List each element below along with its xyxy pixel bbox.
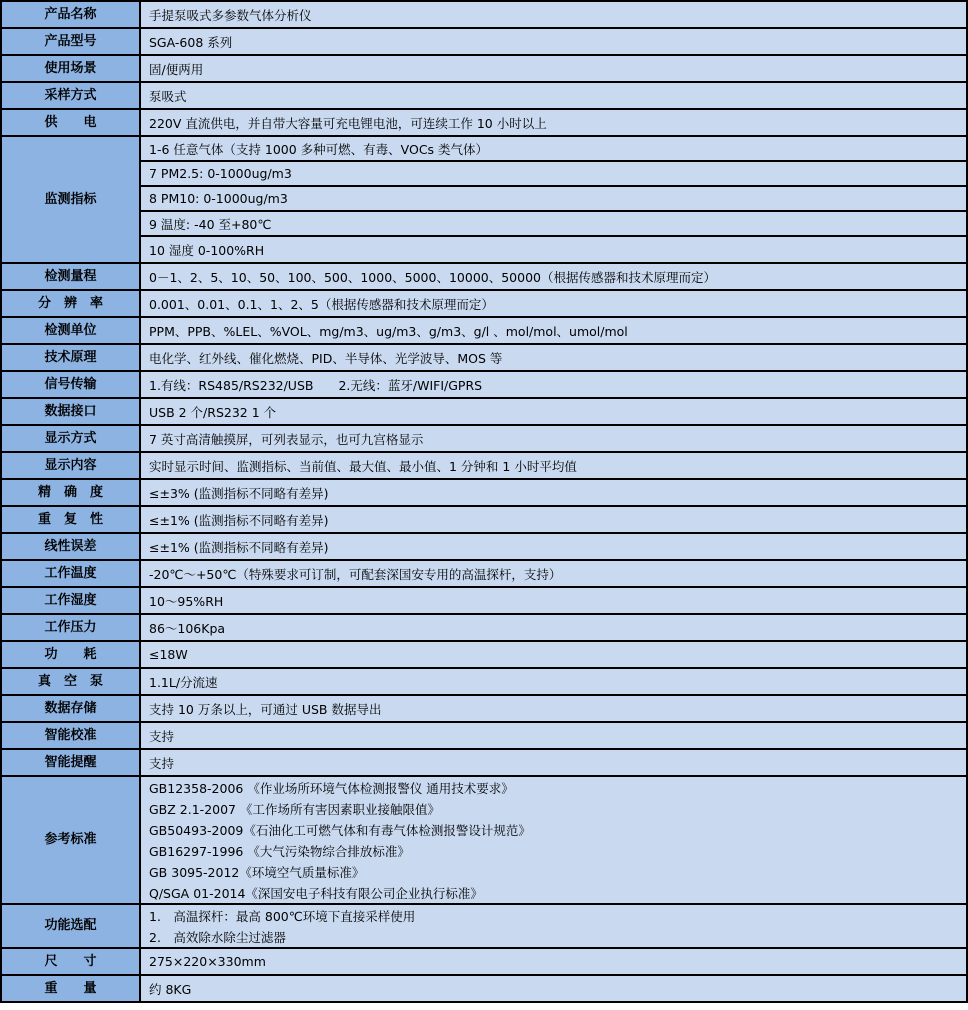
row-label: 智能校准 <box>2 723 141 748</box>
table-row <box>2 83 966 110</box>
row-label: 使用场景 <box>2 56 141 81</box>
table-row <box>2 777 966 905</box>
row-value-line: Q/SGA 01-2014《深国安电子科技有限公司企业执行标准》 <box>149 885 483 901</box>
table-row <box>2 976 966 1001</box>
row-value: 手提泵吸式多参数气体分析仪 <box>149 7 312 23</box>
row-values <box>141 2 966 27</box>
table-row <box>2 507 966 534</box>
row-values <box>141 318 966 343</box>
row-value-line: GB 3095-2012《环境空气质量标准》 <box>149 864 365 880</box>
row-values <box>141 480 966 505</box>
row-value: SGA-608 系列 <box>149 34 233 50</box>
row-label: 监测指标 <box>2 137 141 262</box>
row-values <box>141 976 966 1001</box>
row-label: 智能提醒 <box>2 750 141 775</box>
row-value: 220V 直流供电，并自带大容量可充电锂电池，可连续工作 10 小时以上 <box>149 115 547 131</box>
row-values <box>141 426 966 451</box>
row-values <box>141 534 966 559</box>
row-value: 电化学、红外线、催化燃烧、PID、半导体、光学波导、MOS 等 <box>149 350 503 366</box>
row-values <box>141 453 966 478</box>
row-values <box>141 696 966 721</box>
row-values <box>141 83 966 108</box>
row-label: 重 量 <box>2 976 141 1001</box>
row-label: 检测量程 <box>2 264 141 289</box>
table-row <box>2 137 966 264</box>
table-row <box>2 588 966 615</box>
table-row <box>2 426 966 453</box>
row-label: 显示内容 <box>2 453 141 478</box>
row-value-line: 1. 高温探杆：最高 800℃环境下直接采样使用 <box>149 908 416 924</box>
row-values <box>141 264 966 289</box>
row-label: 功 耗 <box>2 642 141 667</box>
table-row <box>2 264 966 291</box>
table-row <box>2 696 966 723</box>
row-values <box>141 949 966 974</box>
row-value: ≤±1% (监测指标不同略有差异) <box>149 539 329 555</box>
row-values <box>141 750 966 775</box>
row-values <box>141 777 966 903</box>
table-row <box>2 291 966 318</box>
row-label: 工作温度 <box>2 561 141 586</box>
row-values <box>141 642 966 667</box>
row-values <box>141 56 966 81</box>
row-subvalue: 1-6 任意气体（支持 1000 多种可燃、有毒、VOCs 类气体） <box>141 137 966 162</box>
row-value-line: GBZ 2.1-2007 《工作场所有害因素职业接触限值》 <box>149 801 440 817</box>
row-value-line: GB16297-1996 《大气污染物综合排放标准》 <box>149 843 410 859</box>
row-values <box>141 615 966 640</box>
row-subvalue: 7 PM2.5: 0-1000ug/m3 <box>141 162 966 187</box>
row-values <box>141 507 966 532</box>
row-label: 产品型号 <box>2 29 141 54</box>
row-label: 检测单位 <box>2 318 141 343</box>
row-values <box>141 110 966 135</box>
table-row <box>2 669 966 696</box>
row-value: 86～106Kpa <box>149 620 226 636</box>
row-label: 显示方式 <box>2 426 141 451</box>
table-row <box>2 318 966 345</box>
row-value-line: GB12358-2006 《作业场所环境气体检测报警仪 通用技术要求》 <box>149 780 514 796</box>
row-value-line: 2. 高效除水除尘过滤器 <box>149 929 286 945</box>
row-label: 功能选配 <box>2 905 141 947</box>
row-value: USB 2 个/RS232 1 个 <box>149 404 277 420</box>
row-label: 线性误差 <box>2 534 141 559</box>
table-row <box>2 110 966 137</box>
table-row <box>2 29 966 56</box>
table-row <box>2 949 966 976</box>
row-subvalue: 8 PM10: 0-1000ug/m3 <box>141 187 966 212</box>
table-row <box>2 345 966 372</box>
row-value: 约 8KG <box>149 981 192 997</box>
table-row <box>2 723 966 750</box>
row-label: 信号传输 <box>2 372 141 397</box>
row-value: -20℃～+50℃（特殊要求可订制，可配套深国安专用的高温探杆，支持） <box>149 566 562 582</box>
row-label: 重 复 性 <box>2 507 141 532</box>
table-row <box>2 534 966 561</box>
table-row <box>2 372 966 399</box>
row-values <box>141 669 966 694</box>
row-value: 0－1、2、5、10、50、100、500、1000、5000、10000、50000（根据传感器和技术原理而定） <box>149 269 716 285</box>
table-row <box>2 2 966 29</box>
row-values <box>141 561 966 586</box>
table-row <box>2 615 966 642</box>
row-label: 数据存储 <box>2 696 141 721</box>
table-row <box>2 399 966 426</box>
table-row <box>2 561 966 588</box>
row-value: PPM、PPB、%LEL、%VOL、mg/m3、ug/m3、g/m3、g/l 、mol/mol、umol/mol <box>149 323 628 339</box>
table-row <box>2 905 966 949</box>
row-value: 1.1L/分流速 <box>149 674 218 690</box>
row-value: ≤±1% (监测指标不同略有差异) <box>149 512 329 528</box>
row-label: 真 空 泵 <box>2 669 141 694</box>
row-values <box>141 905 966 947</box>
row-value: 275×220×330mm <box>149 954 266 969</box>
row-values <box>141 29 966 54</box>
row-label: 数据接口 <box>2 399 141 424</box>
row-values <box>141 588 966 613</box>
row-label: 产品名称 <box>2 2 141 27</box>
row-value: 实时显示时间、监测指标、当前值、最大值、最小值、1 分钟和 1 小时平均值 <box>149 458 577 474</box>
row-label: 参考标准 <box>2 777 141 903</box>
row-label: 技术原理 <box>2 345 141 370</box>
row-values <box>141 372 966 397</box>
row-value: ≤±3% (监测指标不同略有差异) <box>149 485 329 501</box>
row-label: 采样方式 <box>2 83 141 108</box>
row-value: 10～95%RH <box>149 593 224 609</box>
row-label: 供 电 <box>2 110 141 135</box>
row-value: 支持 <box>149 728 175 744</box>
row-value: 7 英寸高清触摸屏，可列表显示，也可九宫格显示 <box>149 431 424 447</box>
row-label: 精 确 度 <box>2 480 141 505</box>
row-value: 支持 10 万条以上，可通过 USB 数据导出 <box>149 701 382 717</box>
row-values <box>141 137 966 262</box>
row-values <box>141 291 966 316</box>
row-values <box>141 345 966 370</box>
row-value: 1.有线：RS485/RS232/USB 2.无线：蓝牙/WIFI/GPRS <box>149 377 483 393</box>
table-row <box>2 453 966 480</box>
row-label: 尺 寸 <box>2 949 141 974</box>
row-label: 分 辨 率 <box>2 291 141 316</box>
row-subvalue: 10 湿度 0-100%RH <box>149 242 265 258</box>
row-values <box>141 399 966 424</box>
row-subvalue: 9 温度: -40 至+80℃ <box>141 212 966 237</box>
row-value: ≤18W <box>149 647 188 662</box>
row-value: 0.001、0.01、0.1、1、2、5（根据传感器和技术原理而定） <box>149 296 494 312</box>
row-value: 支持 <box>149 755 175 771</box>
row-value: 固/便两用 <box>149 61 204 77</box>
row-label: 工作压力 <box>2 615 141 640</box>
table-row <box>2 480 966 507</box>
table-row <box>2 750 966 777</box>
table-row <box>2 56 966 83</box>
row-label: 工作湿度 <box>2 588 141 613</box>
row-value-line: GB50493-2009《石油化工可燃气体和有毒气体检测报警设计规范》 <box>149 822 531 838</box>
table-row <box>2 642 966 669</box>
row-values <box>141 723 966 748</box>
row-value: 泵吸式 <box>149 88 187 104</box>
